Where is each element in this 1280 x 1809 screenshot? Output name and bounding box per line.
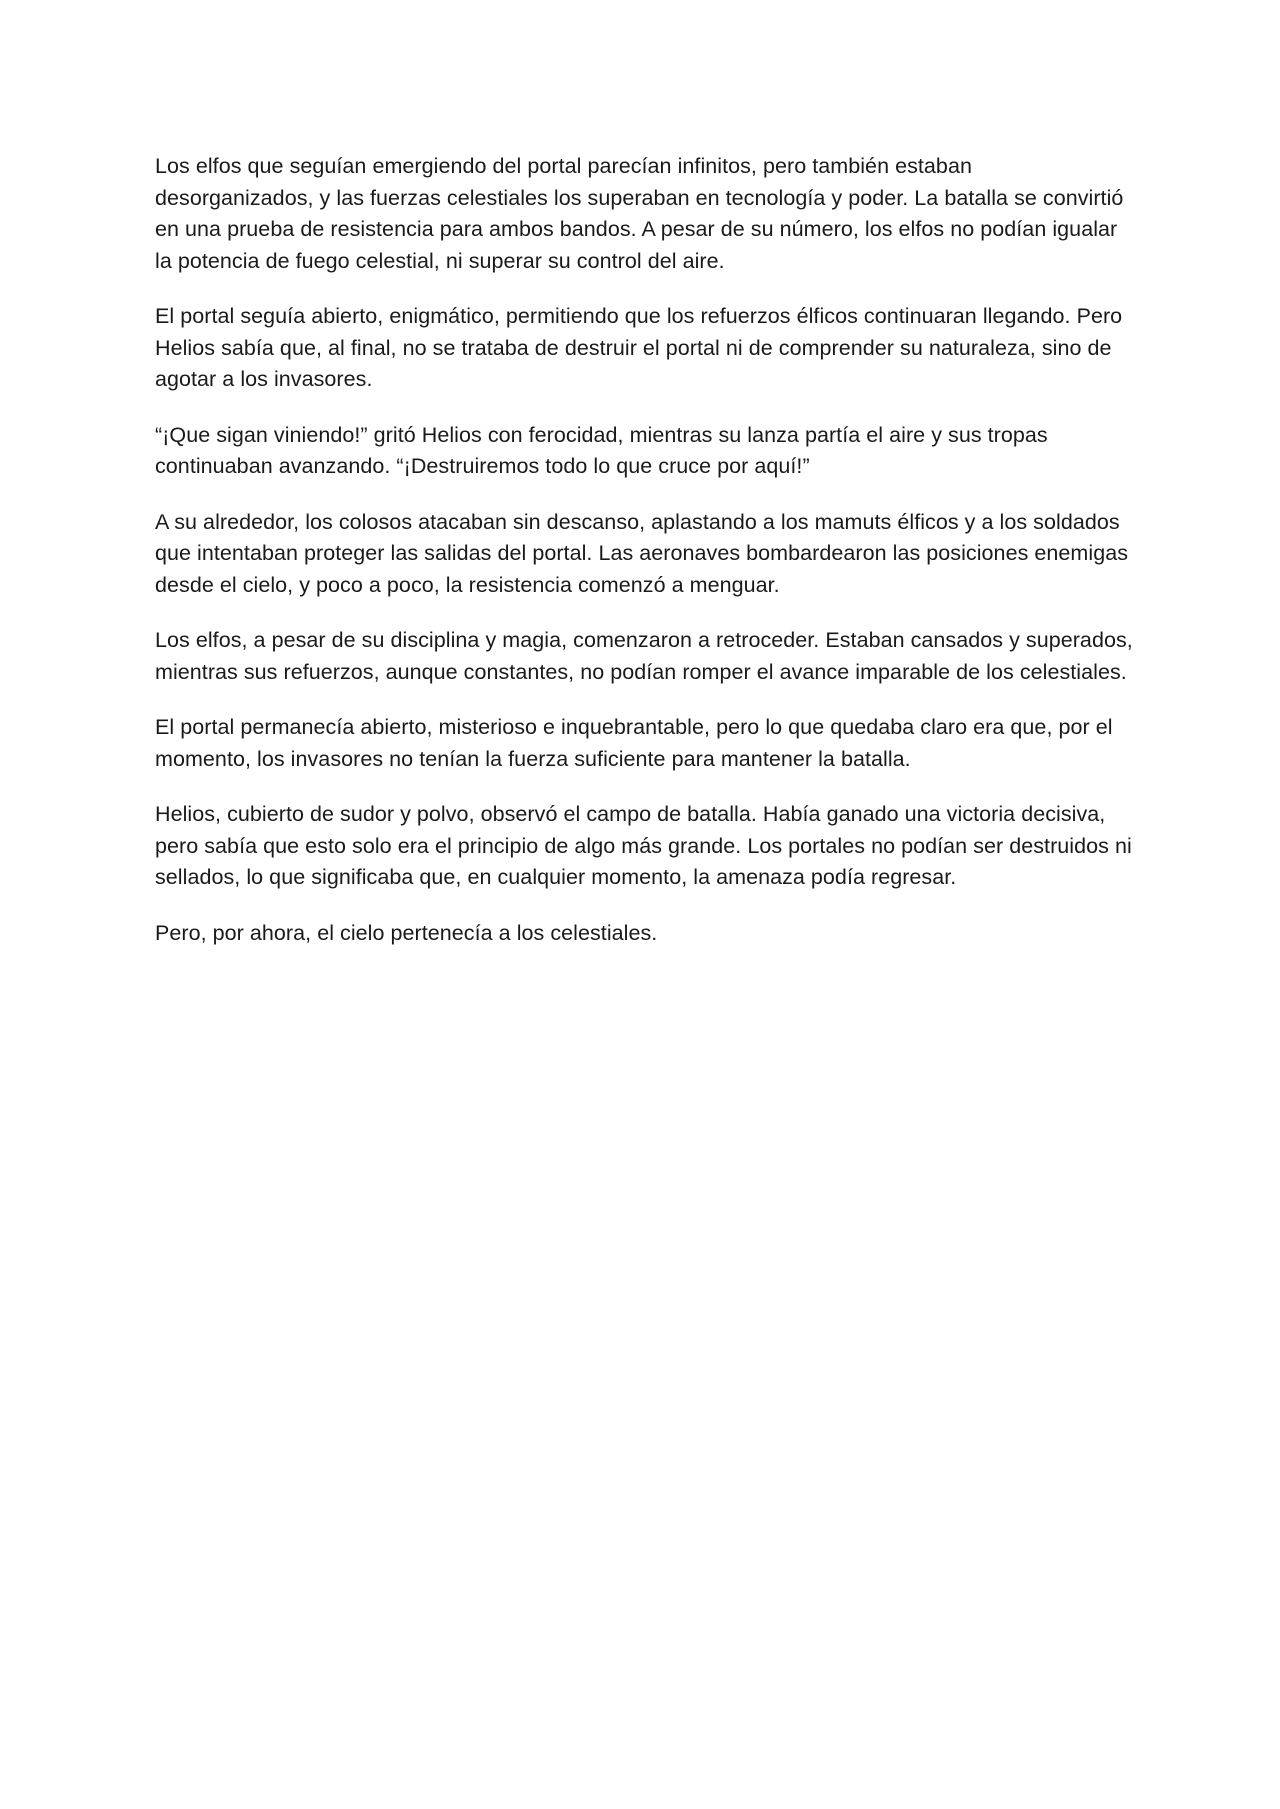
paragraph-5: Los elfos, a pesar de su disciplina y magia, comenzaron a retroceder. Estaban cansados y superados, mientras sus refuerzos, aunque constantes, no podían romper el avance imparable de los celestiales. (155, 628, 1133, 684)
paragraph-1: Los elfos que seguían emergiendo del portal parecían infinitos, pero también estaban desorganizados, y las fuerzas celestiales los superaban en tecnología y poder. La batalla se convirtió en una prueba de resistencia para ambos bandos. A pesar de su número, los elfos no podían igualar la potencia de fuego celestial, ni superar su control del aire. (155, 154, 1124, 273)
paragraph-7: Helios, cubierto de sudor y polvo, observó el campo de batalla. Había ganado una victoria decisiva, pero sabía que esto solo era el principio de algo más grande. Los portales no podían ser destruidos ni sellados, lo que significaba que, en cualquier momento, la amenaza podía regresar. (155, 802, 1132, 889)
paragraph-4: A su alrededor, los colosos atacaban sin descanso, aplastando a los mamuts élficos y a los soldados que intentaban proteger las salidas del portal. Las aeronaves bombardearon las posiciones enemigas desde el cielo, y poco a poco, la resistencia comenzó a menguar. (155, 509, 1129, 597)
paragraph-8: Pero, por ahora, el cielo pertenecía a los celestiales. (155, 920, 658, 945)
paragraph-2: El portal seguía abierto, enigmático, permitiendo que los refuerzos élficos continuaran llegando. Pero Helios sabía que, al final, no se trataba de destruir el portal ni de comprender su naturaleza, sino de agotar a los invasores. (155, 304, 1123, 391)
paragraph-3: “¡Que sigan viniendo!” gritó Helios con ferocidad, mientras su lanza partía el aire y sus tropas continuaban avanzando. “¡Destruiremos todo lo que cruce por aquí!” (155, 422, 1048, 478)
document-body (155, 151, 1135, 973)
paragraph-6: El portal permanecía abierto, misterioso e inquebrantable, pero lo que quedaba claro era que, por el momento, los invasores no tenían la fuerza suficiente para mantener la batalla. (155, 715, 1113, 771)
